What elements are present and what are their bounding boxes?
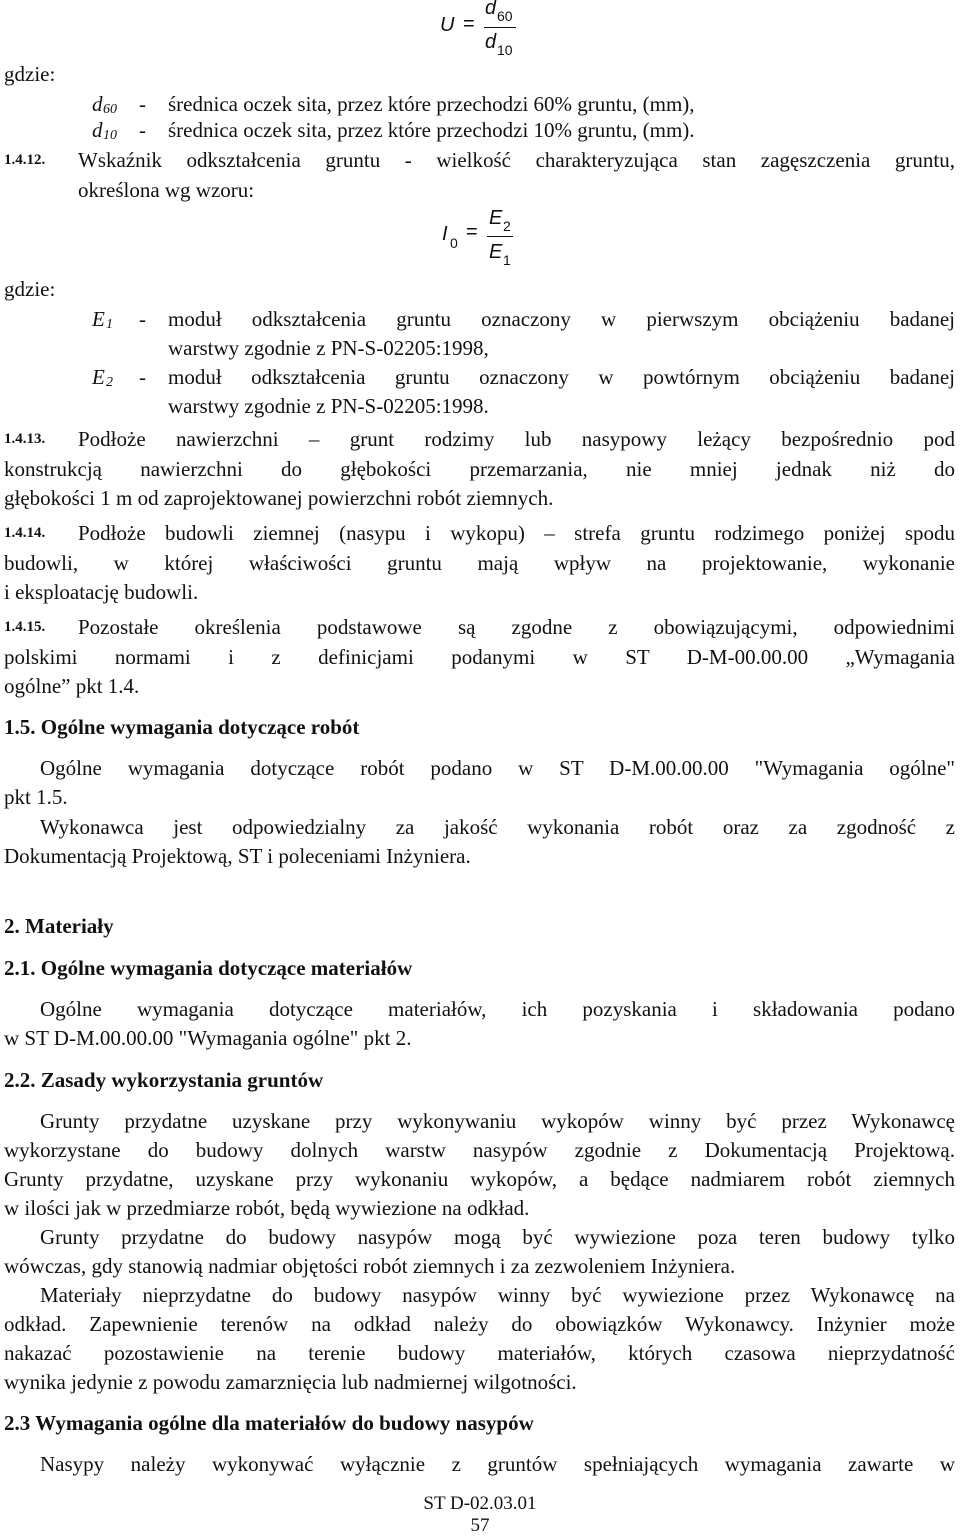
def-text: średnica oczek sita, przez które przechodzi 60% gruntu, (mm),	[168, 92, 695, 116]
def-dash: -	[139, 365, 146, 389]
def-dash: -	[139, 307, 146, 331]
formula-i-num-sub: 2	[503, 218, 511, 234]
formula-i-fraction-line	[487, 236, 513, 237]
para-1-5b-line1: Wykonawca jest odpowiedzialny za jakość wykonania robót oraz za zgodność z	[40, 815, 955, 839]
formula-u-den: d	[485, 31, 497, 53]
para-1-5a-line1: Ogólne wymagania dotyczące robót podano w ST D-M.00.00.00 "Wymagania ogólne"	[40, 756, 955, 780]
def-subscript: 1	[106, 317, 113, 332]
para-2-3-line1: Nasypy należy wykonywać wyłącznie z gruntów spełniających wymagania zawarte w	[40, 1452, 955, 1476]
def-subscript: 60	[103, 102, 117, 117]
def-symbol: E	[92, 307, 105, 331]
section-1414-line2: budowli, w której właściwości gruntu mają wpływ na projektowanie, wykonanie	[4, 551, 955, 575]
formula-i-lhs-sub: 0	[450, 235, 458, 251]
para-2-2a-line1: Grunty przydatne uzyskane przy wykonywaniu wykopów winny być przez Wykonawcę	[40, 1109, 955, 1133]
def-symbol: d	[92, 92, 103, 116]
formula-i-num: E	[489, 207, 503, 229]
para-2-2c-line3: nakazać pozostawienie na terenie budowy materiałów, których czasowa nieprzydatność	[4, 1341, 955, 1365]
def-subscript: 10	[103, 128, 117, 143]
para-2-1-line1: Ogólne wymagania dotyczące materiałów, ich pozyskania i składowania podano	[40, 997, 955, 1021]
section-1414-line1: Podłoże budowli ziemnej (nasypu i wykopu) – strefa gruntu rodzimego poniżej spodu	[78, 521, 955, 545]
formula-i-eq: =	[466, 221, 478, 243]
heading-1-5: 1.5. Ogólne wymagania dotyczące robót	[4, 715, 360, 739]
where-label-1: gdzie:	[4, 62, 56, 86]
heading-2-1: 2.1. Ogólne wymagania dotyczące materiałów	[4, 956, 413, 980]
where-label-2: gdzie:	[4, 277, 56, 301]
para-2-2b-line1: Grunty przydatne do budowy nasypów mogą być wywiezione poza teren budowy tylko	[40, 1225, 955, 1249]
def-symbol: E	[92, 365, 105, 389]
section-1414-line3: i eksploatację budowli.	[4, 580, 199, 604]
formula-u-lhs: U	[440, 14, 455, 36]
para-2-2c-line2: odkład. Zapewnienie terenów na odkład należy do obowiązków Wykonawcy. Inżynier może	[4, 1312, 955, 1336]
section-number-1415: 1.4.15.	[4, 619, 46, 635]
para-2-2b-line2: wówczas, gdy stanowią nadmiar objętości robót ziemnych i za zezwoleniem Inżyniera.	[4, 1254, 736, 1278]
heading-2-3: 2.3 Wymagania ogólne dla materiałów do budowy nasypów	[4, 1411, 534, 1435]
def-dash: -	[139, 92, 146, 116]
def-text-line1: moduł odkształcenia gruntu oznaczony w pierwszym obciążeniu badanej	[168, 307, 955, 331]
para-2-2a-line4: w ilości jak w przedmiarze robót, będą wywiezione na odkład.	[4, 1196, 530, 1220]
section-1413-line2: konstrukcją nawierzchni do głębokości przemarzania, nie mniej jednak niż do	[4, 457, 955, 481]
def-symbol: d	[92, 118, 103, 142]
formula-i-lhs: I	[442, 223, 448, 245]
formula-u-fraction-line	[484, 27, 516, 28]
def-text: średnica oczek sita, przez które przechodzi 10% gruntu, (mm).	[168, 118, 695, 142]
section-number-1413: 1.4.13.	[4, 431, 46, 447]
def-subscript: 2	[106, 375, 113, 390]
formula-u-eq: =	[463, 13, 475, 35]
section-1412-line2: określona wg wzoru:	[78, 178, 255, 202]
section-1415-line3: ogólne” pkt 1.4.	[4, 674, 140, 698]
def-text-line2: warstwy zgodnie z PN-S-02205:1998,	[168, 336, 489, 360]
para-2-2c-line4: wynika jedynie z powodu zamarznięcia lub nadmiernej wilgotności.	[4, 1370, 577, 1394]
def-text-line1: moduł odkształcenia gruntu oznaczony w powtórnym obciążeniu badanej	[168, 365, 955, 389]
section-1413-line1: Podłoże nawierzchni – grunt rodzimy lub nasypowy leżący bezpośrednio pod	[78, 427, 955, 451]
para-2-2a-line3: Grunty przydatne, uzyskane przy wykonaniu wykopów, a będące nadmiarem robót ziemnych	[4, 1167, 955, 1191]
def-text-line2: warstwy zgodnie z PN-S-02205:1998.	[168, 394, 489, 418]
formula-i-den: E	[489, 241, 503, 263]
section-1415-line2: polskimi normami i z definicjami podanymi w ST D-M-00.00.00 „Wymagania	[4, 645, 955, 669]
para-1-5b-line2: Dokumentacją Projektową, ST i poleceniami Inżyniera.	[4, 844, 471, 868]
heading-2-2: 2.2. Zasady wykorzystania gruntów	[4, 1068, 324, 1092]
para-2-2a-line2: wykorzystane do budowy dolnych warstw nasypów zgodnie z Dokumentacją Projektową.	[4, 1138, 955, 1162]
para-2-2c-line1: Materiały nieprzydatne do budowy nasypów winny być wywiezione przez Wykonawcę na	[40, 1283, 955, 1307]
def-dash: -	[139, 118, 146, 142]
formula-u-den-sub: 10	[497, 42, 513, 58]
formula-u-num-sub: 60	[497, 8, 513, 24]
para-2-1-line2: w ST D-M.00.00.00 "Wymagania ogólne" pkt 2.	[4, 1026, 412, 1050]
para-1-5a-line2: pkt 1.5.	[4, 785, 68, 809]
section-number-1414: 1.4.14.	[4, 525, 46, 541]
section-number-1412: 1.4.12.	[4, 152, 46, 168]
section-1415-line1: Pozostałe określenia podstawowe są zgodne z obowiązującymi, odpowiednimi	[78, 615, 955, 639]
section-1413-line3: głębokości 1 m od zaprojektowanej powierzchni robót ziemnych.	[4, 486, 554, 510]
section-1412-line1: Wskaźnik odkształcenia gruntu - wielkość charakteryzująca stan zagęszczenia gruntu,	[78, 148, 955, 172]
footer-code: ST D-02.03.01	[423, 1493, 537, 1514]
page-number: 57	[470, 1515, 490, 1536]
formula-i-den-sub: 1	[503, 252, 511, 268]
formula-u-num: d	[485, 0, 497, 19]
heading-2: 2. Materiały	[4, 914, 114, 938]
